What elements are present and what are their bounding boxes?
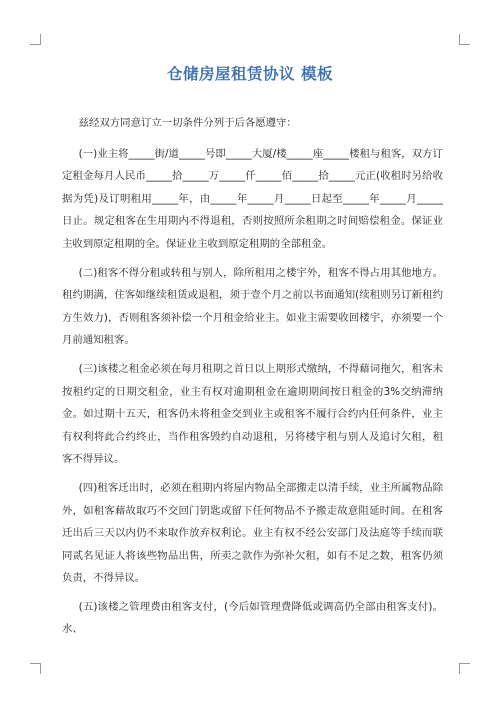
clause-3: (三)该楼之租金必须在每月租期之首日以上期形式缴纳，不得藉词拖欠，租客未按租约定的日期交租金，业主有权对逾期租金在逾期期间按日租金的3%交纳滞纳金。如过期十五天，租客仍未将租金交到业主或租客不履行合约内任何条件，业主有权利将此合约终止，当作租客毁约自动退租，另将楼宇租与别人及追讨欠租，租客不得异议。 [62,362,443,466]
corner-mark-top-right [459,34,470,45]
document-title: 仓储房屋租赁协议 模板 [167,65,333,83]
clause-4: (四)租客迁出时，必须在租期内将屋内物品全部搬走以清手续，业主所属物品除外，如租客藉故取巧不交回门钥匙或留下任何物品不予搬走故意阻延时间。在租客迁出后三天以内仍不来取作放弃权利论。业主有权不经公安部门及法庭等手续而联同贰名见证人将该些物品出售，所卖之款作为弥补欠租，如有不足之数，租客仍须负责，不得异议。 [62,481,443,585]
clause-5: (五)该楼之管理费由租客支付，(今后如管理费降低或调高仍全部由租客支付)。水、 [62,600,443,636]
intro-paragraph: 兹经双方同意订立一切条件分列于后各愿遵守： [78,117,297,129]
corner-mark-bottom-left [30,663,41,674]
clause-1: (一)业主将_____街/道_____号即_____大厦/楼_____座_____楼租与租客，双方订定租金每月人民币_____拾_____万_____仟_____佰_____拾_____元正(收租时另给收据为凭)及订明租用_____年，由_____年_____月_____日起至_____年_____月_____日止。规定租客在生用期内不得退租，否则按照所余租期之时间赔偿租金。保证业主收到原定租期的全。保证业主收到原定租期的全部租金。 [62,147,443,250]
clause-2: (二)租客不得分租或转租与别人，除所租用之楼宇外，租客不得占用其他地方。租约期满，住客如继续租赁或退租，须于壹个月之前以书面通知(续租则另订新租约方生效力)，否则租客须补偿一个月租金给业主。如业主需要收回楼宇，亦须要一个月前通知租客。 [62,266,443,347]
document-body [62,112,443,641]
corner-mark-bottom-right [459,663,470,674]
corner-mark-top-left [30,34,41,45]
